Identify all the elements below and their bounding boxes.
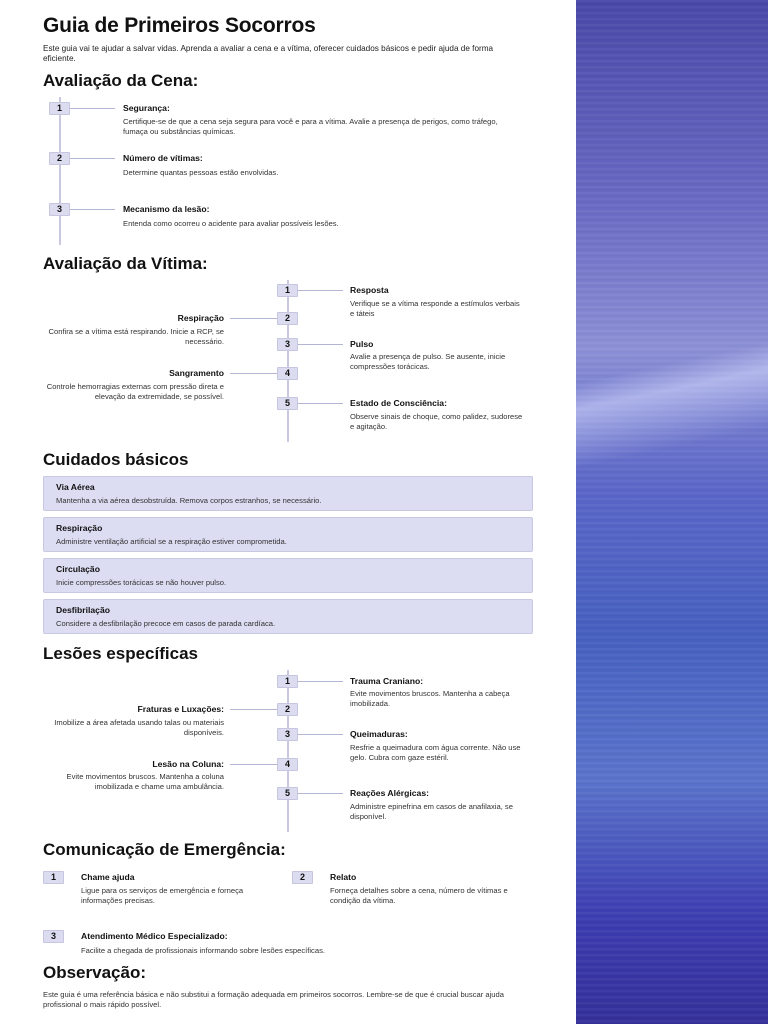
injuries-heading: Lesões específicas <box>43 644 198 663</box>
comm-report-desc: Forneça detalhes sobre a cena, número de vítimas e condição da vítima. <box>330 886 508 905</box>
comm-medical-title: Atendimento Médico Especializado: <box>81 931 228 941</box>
decorative-side-panel <box>576 0 768 1024</box>
connector-line <box>298 403 343 404</box>
intro-text: Este guia vai te ajudar a salvar vidas. Aprenda a avaliar a cena e a vítima, oferecer cuidados básicos e pedir ajuda de forma eficiente. <box>43 44 494 63</box>
connector-line <box>298 681 343 682</box>
victim-timeline-line <box>287 280 289 442</box>
step-number: 1 <box>43 871 64 884</box>
comm-call-title: Chame ajuda <box>81 872 135 882</box>
injury-spine-desc: Evite movimentos bruscos. Mantenha a coluna imobilizada e chame uma ambulância. <box>66 772 224 791</box>
step-number: 3 <box>277 728 298 741</box>
care-card-desc: Considere a desfibrilação precoce em casos de parada cardíaca. <box>56 619 276 628</box>
care-card <box>43 476 533 511</box>
step-number: 3 <box>49 203 70 216</box>
step-number: 2 <box>277 703 298 716</box>
note-text: Este guia é uma referência básica e não substitui a formação adequada em primeiros socorros. Lembre-se de que é crucial buscar ajuda profissional o mais rápido possível. <box>43 990 504 1009</box>
scene-timeline-line <box>59 97 61 245</box>
care-card-desc: Inicie compressões torácicas se não houver pulso. <box>56 578 227 587</box>
step-number: 2 <box>292 871 313 884</box>
care-card-desc: Administre ventilação artificial se a respiração estiver comprometida. <box>56 537 287 546</box>
injury-head-desc: Evite movimentos bruscos. Mantenha a cabeça imobilizada. <box>350 689 510 708</box>
care-card <box>43 599 533 634</box>
step-title: Mecanismo da lesão: <box>123 204 210 214</box>
step-number: 2 <box>49 152 70 165</box>
step-number: 5 <box>277 397 298 410</box>
victim-breathing-title: Respiração <box>177 313 224 323</box>
care-card-title: Desfibrilação <box>56 605 110 615</box>
step-title: Número de vítimas: <box>123 153 203 163</box>
scene-heading: Avaliação da Cena: <box>43 71 199 90</box>
connector-line <box>230 764 277 765</box>
victim-response-desc: Verifique se a vítima responde a estímulos verbais e táteis <box>350 299 520 318</box>
injury-spine-title: Lesão na Coluna: <box>152 759 224 769</box>
victim-consciousness-title: Estado de Consciência: <box>350 398 447 408</box>
step-number: 2 <box>277 312 298 325</box>
connector-line <box>230 318 277 319</box>
care-card-desc: Mantenha a via aérea desobstruída. Remova corpos estranhos, se necessário. <box>56 496 322 505</box>
victim-response-title: Resposta <box>350 285 389 295</box>
connector-line <box>298 734 343 735</box>
victim-consciousness-desc: Observe sinais de choque, como palidez, sudorese e agitação. <box>350 412 523 431</box>
care-card <box>43 517 533 552</box>
victim-pulse-desc: Avalie a presença de pulso. Se ausente, inicie compressões torácicas. <box>350 352 506 371</box>
step-number: 5 <box>277 787 298 800</box>
injuries-timeline-line <box>287 670 289 832</box>
step-number: 1 <box>49 102 70 115</box>
connector-line <box>298 793 343 794</box>
comm-medical-desc: Facilite a chegada de profissionais informando sobre lesões específicas. <box>81 946 325 955</box>
connector-line <box>70 209 115 210</box>
injury-head-title: Trauma Craniano: <box>350 676 424 686</box>
care-card-title: Circulação <box>56 564 100 574</box>
injury-burn-title: Queimaduras: <box>350 729 408 739</box>
care-card <box>43 558 533 593</box>
page-title: Guia de Primeiros Socorros <box>43 14 316 37</box>
victim-bleeding-title: Sangramento <box>169 368 224 378</box>
connector-line <box>230 373 277 374</box>
injury-allergy-title: Reações Alérgicas: <box>350 788 429 798</box>
comm-report-title: Relato <box>330 872 357 882</box>
injury-fracture-title: Fraturas e Luxações: <box>137 704 224 714</box>
step-desc: Entenda como ocorreu o acidente para avaliar possíveis lesões. <box>123 219 339 228</box>
connector-line <box>298 344 343 345</box>
injury-fracture-desc: Imobilize a área afetada usando talas ou materiais disponíveis. <box>54 718 224 737</box>
step-title: Segurança: <box>123 103 170 113</box>
care-card-title: Respiração <box>56 523 103 533</box>
connector-line <box>230 709 277 710</box>
step-number: 3 <box>277 338 298 351</box>
step-desc: Determine quantas pessoas estão envolvidas. <box>123 168 279 177</box>
care-card-title: Via Aérea <box>56 482 95 492</box>
step-number: 1 <box>277 675 298 688</box>
basic-care-heading: Cuidados básicos <box>43 450 189 469</box>
victim-pulse-title: Pulso <box>350 339 374 349</box>
injury-burn-desc: Resfrie a queimadura com água corrente. Não use gelo. Cubra com gaze estéril. <box>350 743 521 762</box>
victim-bleeding-desc: Controle hemorragias externas com pressão direta e elevação da extremidade, se possível. <box>46 382 224 401</box>
step-number: 1 <box>277 284 298 297</box>
victim-heading: Avaliação da Vítima: <box>43 254 208 273</box>
note-heading: Observação: <box>43 963 146 982</box>
connector-line <box>70 108 115 109</box>
communication-heading: Comunicação de Emergência: <box>43 840 286 859</box>
connector-line <box>298 290 343 291</box>
victim-breathing-desc: Confira se a vítima está respirando. Inicie a RCP, se necessário. <box>48 327 224 346</box>
comm-call-desc: Ligue para os serviços de emergência e forneça informações precisas. <box>81 886 244 905</box>
step-desc: Certifique-se de que a cena seja segura para você e para a vítima. Avalie a presença de perigos, como tráfego, fumaça ou substâncias químicas. <box>123 117 498 136</box>
step-number: 4 <box>277 758 298 771</box>
connector-line <box>70 158 115 159</box>
step-number: 4 <box>277 367 298 380</box>
injury-allergy-desc: Administre epinefrina em casos de anafilaxia, se disponível. <box>350 802 513 821</box>
step-number: 3 <box>43 930 64 943</box>
